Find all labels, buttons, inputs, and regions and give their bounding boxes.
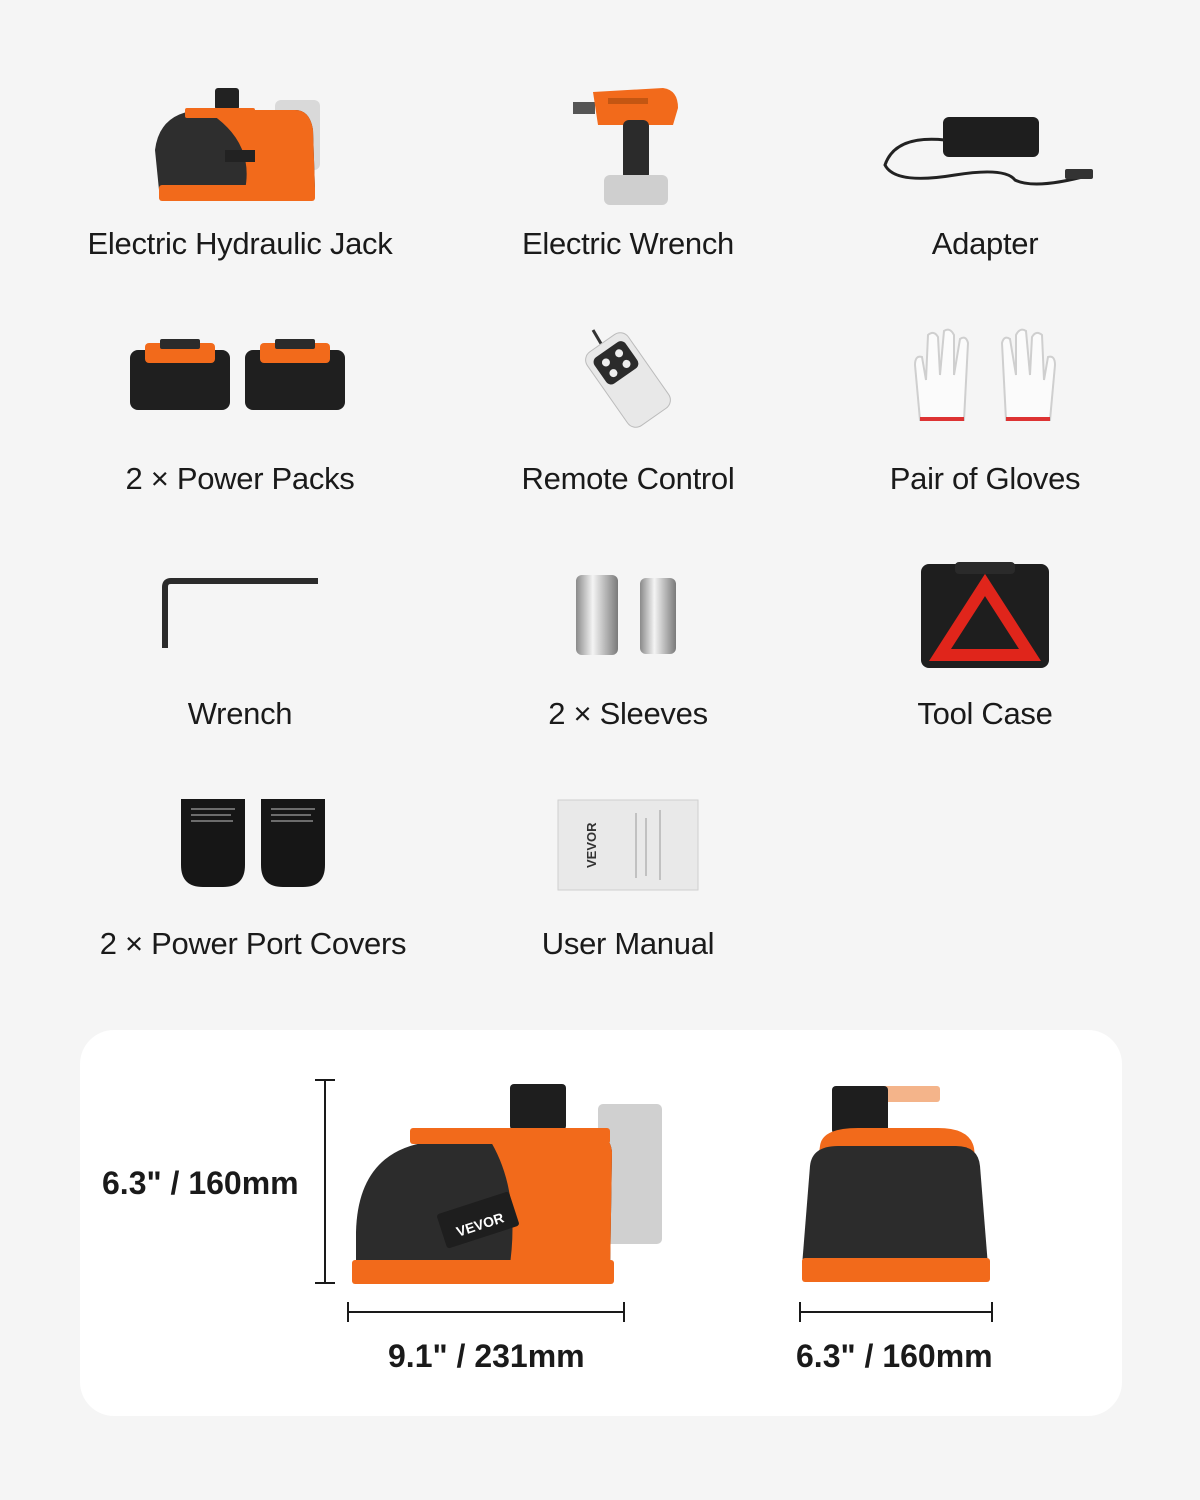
jack-front-view-image: [798, 1086, 993, 1286]
item-label: 2 × Sleeves: [548, 696, 708, 731]
gloves-icon: [805, 305, 1165, 455]
jack-brand-text: VEVOR: [454, 1209, 506, 1240]
width-dimension-label: 6.3" / 160mm: [796, 1338, 993, 1374]
jack-side-view-image: [348, 1082, 668, 1287]
item-label: User Manual: [541, 926, 715, 961]
length-measure-line: [346, 1300, 628, 1324]
item-label: 2 × Power Packs: [125, 461, 355, 496]
item-remote-control: [448, 305, 808, 497]
manual-brand-text: VEVOR: [583, 821, 599, 868]
user-manual-icon: [448, 770, 808, 920]
height-measure-line: [310, 1078, 340, 1288]
item-sleeves: [448, 540, 808, 732]
item-label: Adapter: [931, 226, 1039, 261]
item-label: Wrench: [187, 696, 293, 731]
item-user-manual: [448, 770, 808, 962]
dimensions-panel: [80, 1030, 1122, 1416]
item-label: Tool Case: [917, 696, 1053, 731]
hydraulic-jack-icon: [60, 70, 420, 220]
width-measure-line: [798, 1300, 996, 1324]
item-power-packs: [60, 305, 420, 497]
height-dimension-label: 6.3" / 160mm: [102, 1165, 299, 1201]
item-pair-of-gloves: [805, 305, 1165, 497]
item-electric-hydraulic-jack: [60, 70, 420, 262]
item-label: Electric Hydraulic Jack: [87, 226, 393, 261]
item-label: Electric Wrench: [522, 226, 734, 261]
length-dimension-label: 9.1" / 231mm: [388, 1338, 585, 1374]
socket-sleeve-icon: [448, 540, 808, 690]
item-label: Pair of Gloves: [889, 461, 1081, 496]
item-label: Remote Control: [521, 461, 735, 496]
tool-case-icon: [805, 540, 1165, 690]
item-label: 2 × Power Port Covers: [99, 926, 407, 961]
power-adapter-icon: [805, 70, 1165, 220]
item-wrench: [60, 540, 420, 732]
remote-control-icon: [448, 305, 808, 455]
impact-wrench-icon: [448, 70, 808, 220]
hex-key-icon: [60, 540, 420, 690]
port-cover-icon: [73, 770, 433, 920]
item-adapter: [805, 70, 1165, 262]
item-electric-wrench: [448, 70, 808, 262]
item-tool-case: [805, 540, 1165, 732]
item-power-port-covers: [73, 770, 433, 962]
battery-pack-icon: [60, 305, 420, 455]
